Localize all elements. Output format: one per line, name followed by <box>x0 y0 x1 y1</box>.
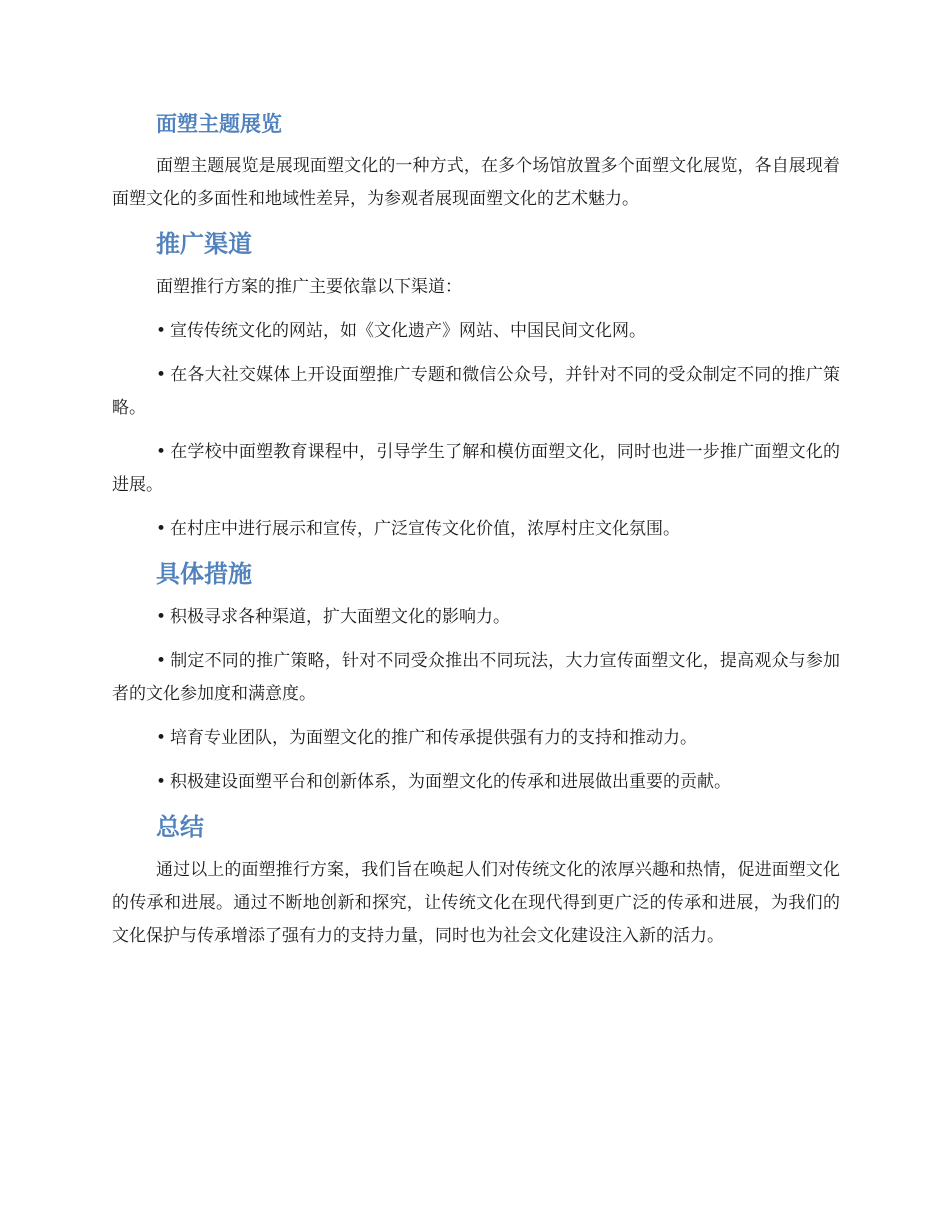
list-item-text: 在村庄中进行展示和宣传，广泛宣传文化价值，浓厚村庄文化氛围。 <box>170 519 681 539</box>
exhibition-paragraph: 面塑主题展览是展现面塑文化的一种方式，在多个场馆放置多个面塑文化展览，各自展现着面塑文化的多面性和地域性差异，为参观者展现面塑文化的艺术魅力。 <box>112 156 840 209</box>
list-item-text: 制定不同的推广策略，针对不同受众推出不同玩法，大力宣传面塑文化，提高观众与参加者的文化参加度和满意度。 <box>112 651 840 704</box>
document-page <box>112 108 840 964</box>
bullet-icon: • <box>156 519 167 539</box>
channels-intro: 面塑推行方案的推广主要依靠以下渠道： <box>156 277 462 297</box>
list-item <box>112 722 840 755</box>
list-item <box>112 766 840 799</box>
list-item <box>112 359 840 425</box>
list-item <box>112 513 840 546</box>
bullet-icon: • <box>156 651 167 671</box>
list-item-text: 宣传传统文化的网站，如《文化遗产》网站、中国民间文化网。 <box>170 321 647 341</box>
bullet-icon: • <box>156 772 167 792</box>
list-item <box>112 601 840 634</box>
section-heading-measures: 具体措施 <box>156 560 252 588</box>
list-item-text: 培育专业团队，为面塑文化的推广和传承提供强有力的支持和推动力。 <box>170 728 698 748</box>
bullet-icon: • <box>156 365 167 385</box>
section-heading-summary: 总结 <box>156 813 204 841</box>
list-item-text: 在学校中面塑教育课程中，引导学生了解和模仿面塑文化，同时也进一步推广面塑文化的进展。 <box>112 442 840 495</box>
list-item <box>112 315 840 348</box>
bullet-icon: • <box>156 442 167 462</box>
bullet-icon: • <box>156 728 167 748</box>
section-heading-exhibition: 面塑主题展览 <box>156 112 282 136</box>
bullet-icon: • <box>156 321 167 341</box>
list-item-text: 积极寻求各种渠道，扩大面塑文化的影响力。 <box>170 607 511 627</box>
summary-paragraph: 通过以上的面塑推行方案，我们旨在唤起人们对传统文化的浓厚兴趣和热情，促进面塑文化的传承和进展。通过不断地创新和探究，让传统文化在现代得到更广泛的传承和进展，为我们的文化保护与传承增添了强有力的支持力量，同时也为社会文化建设注入新的活力。 <box>112 860 840 946</box>
list-item <box>112 436 840 502</box>
section-heading-channels: 推广渠道 <box>156 230 252 258</box>
list-item-text: 在各大社交媒体上开设面塑推广专题和微信公众号，并针对不同的受众制定不同的推广策略。 <box>112 365 840 418</box>
list-item-text: 积极建设面塑平台和创新体系，为面塑文化的传承和进展做出重要的贡献。 <box>170 772 732 792</box>
bullet-icon: • <box>156 607 167 627</box>
list-item <box>112 645 840 711</box>
